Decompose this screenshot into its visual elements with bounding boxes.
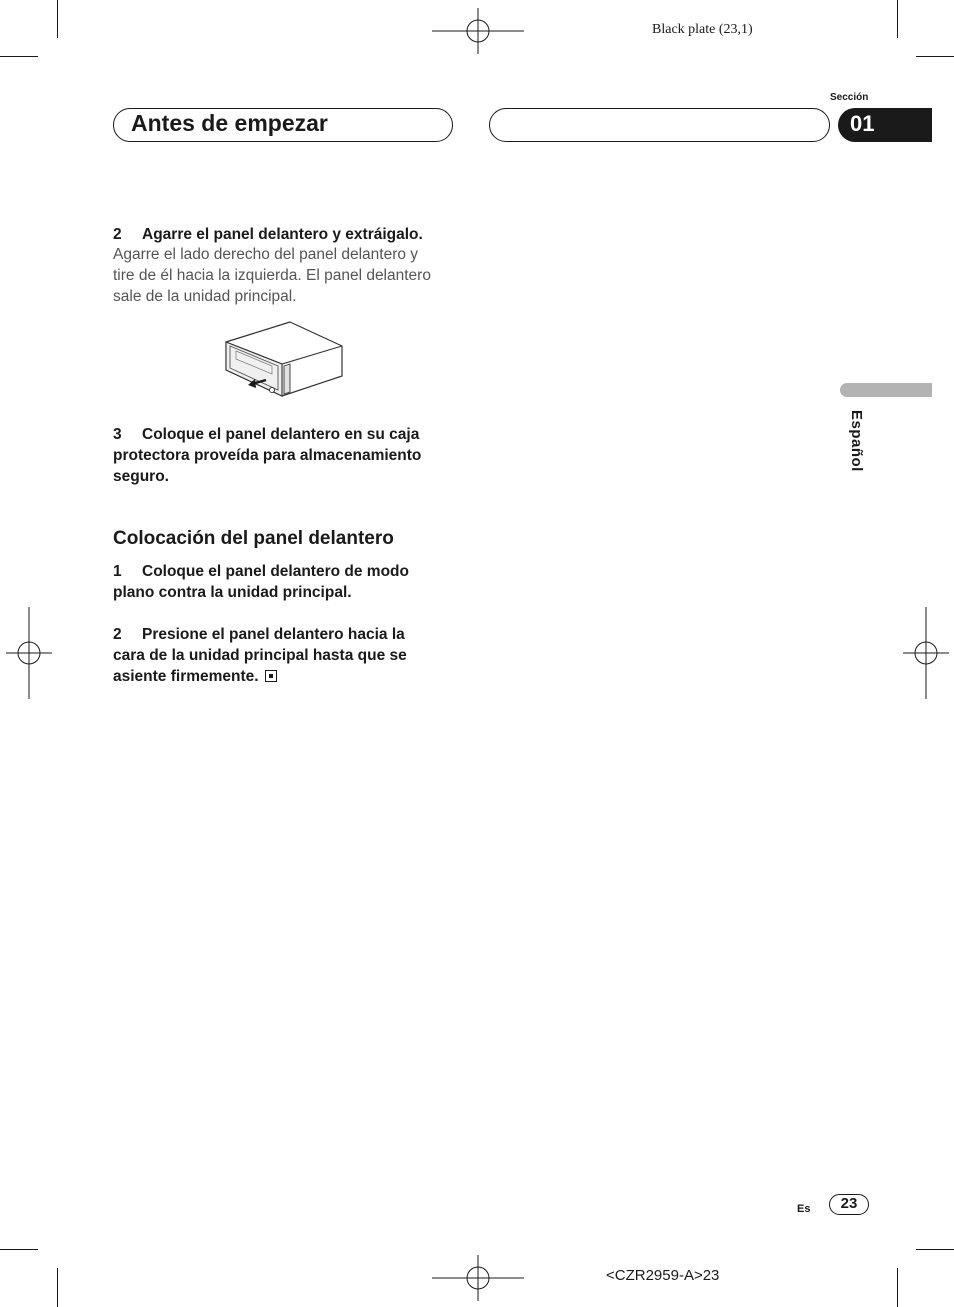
step-number: 2 [113,626,122,643]
step-line [113,624,458,645]
page-number-box [829,1194,869,1215]
step-store [113,424,458,487]
step-line: seguro. [113,468,169,485]
page-number: 23 [840,1195,858,1212]
body-line: Agarre el lado derecho del panel delantero y [113,246,419,263]
language-tab-label: Español [848,410,865,472]
step-line [113,424,458,445]
registration-mark-left [6,607,52,699]
front-panel-removal-illustration [218,318,348,400]
step-text: asiente firmemente. [113,668,259,685]
step-line: protectora proveída para almacenamiento [113,447,422,464]
chapter-title: Antes de empezar [131,110,328,136]
registration-mark-right [903,607,949,699]
section-subheading: Colocación del panel delantero [113,528,394,549]
step-line: plano contra la unidad principal. [113,584,352,601]
step-remove-heading [113,224,458,245]
step-number: 3 [113,426,122,443]
step-text: Coloque el panel delantero en su caja [142,426,420,443]
step-line [113,561,458,582]
step-line [113,666,458,687]
header-empty-box [489,108,830,142]
section-number: 01 [850,111,875,136]
step-line: cara de la unidad principal hasta que se [113,647,407,664]
step-remove-body [113,244,458,307]
plate-label: Black plate (23,1) [652,22,753,37]
language-code: Es [797,1203,811,1215]
step-heading-text: Agarre el panel delantero y extráigalo. [142,226,423,243]
step-text: Coloque el panel delantero de modo [142,563,409,580]
registration-mark-top [432,8,524,54]
end-of-section-icon [265,670,277,682]
section-label: Sección [830,92,869,103]
body-line: tire de él hacia la izquierda. El panel delantero [113,267,431,284]
attach-step-1 [113,561,458,603]
step-number: 1 [113,563,122,580]
body-line: sale de la unidad principal. [113,288,297,305]
language-tab-bar [840,383,932,397]
section-number-tab [838,108,932,142]
document-code: <CZR2959-A>23 [606,1267,720,1284]
step-number: 2 [113,226,122,243]
attach-step-2 [113,624,458,687]
step-text: Presione el panel delantero hacia la [142,626,405,643]
chapter-title-box [113,108,453,142]
registration-mark-bottom [432,1255,524,1301]
